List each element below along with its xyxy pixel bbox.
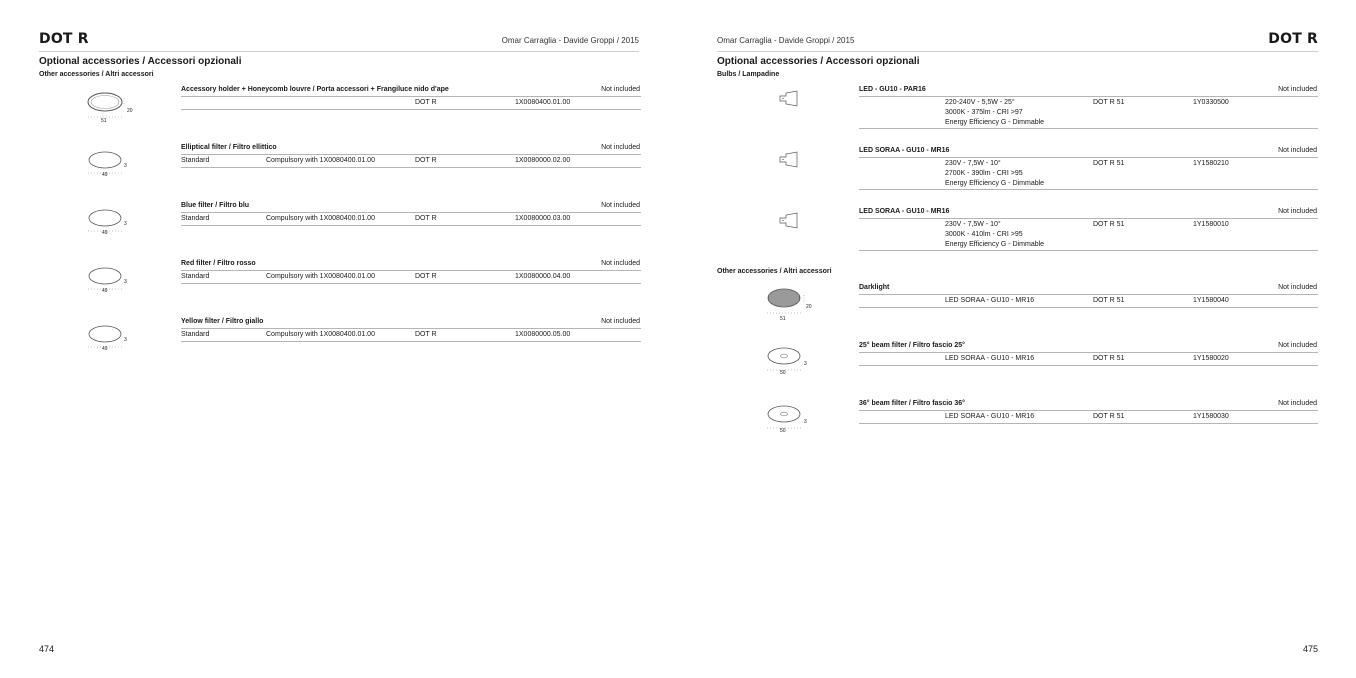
bulb-title: LED SORAA - GU10 - MR16 (859, 208, 950, 215)
dimension-height: 3 (124, 279, 127, 285)
darklight-honeycomb-icon (764, 286, 814, 320)
table-row (181, 329, 641, 342)
section-title: Optional accessories / Accessori opzionali (717, 56, 920, 67)
accessory-block (181, 144, 641, 168)
inclusion-status: Not included (601, 86, 640, 93)
table-row (181, 155, 641, 168)
dimension-width: 50 (780, 428, 786, 434)
table-row (181, 213, 641, 226)
inclusion-status: Not included (1278, 208, 1317, 215)
inclusion-status: Not included (1278, 86, 1317, 93)
bulb-specs (945, 220, 1044, 250)
code-cell: 1X0080000.04.00 (515, 273, 571, 280)
inclusion-status: Not included (1278, 284, 1317, 291)
model-cell: DOT R 51 (1093, 413, 1125, 420)
dimension-width: 49 (102, 230, 108, 236)
accessory-title: Elliptical filter / Filtro ellittico (181, 144, 277, 151)
accessory-header (859, 400, 1318, 411)
filter-disc-icon (85, 324, 135, 354)
accessory-block (181, 318, 641, 342)
model-cell: DOT R 51 (1093, 297, 1125, 304)
code-cell: 1Y1580040 (1193, 297, 1229, 304)
accessory-block (181, 260, 641, 284)
dimension-height: 3 (804, 419, 807, 425)
accessory-header (181, 260, 641, 271)
accessory-header (181, 86, 641, 97)
led-bulb-icon (778, 212, 802, 230)
table-row (859, 158, 1318, 190)
model-cell: DOT R 51 (1093, 221, 1125, 228)
table-row (859, 97, 1318, 129)
model-cell: DOT R 51 (1093, 99, 1125, 106)
spec-line: 230V - 7,5W - 10° (945, 160, 1001, 167)
accessory-block (181, 86, 641, 110)
bulb-header (859, 147, 1318, 158)
spec-line: 3000K - 410lm - CRI >95 (945, 231, 1023, 238)
spec-cell: LED SORAA - GU10 - MR16 (945, 355, 1035, 362)
spec-line: 3000K - 375lm - CRI >97 (945, 109, 1023, 116)
inclusion-status: Not included (1278, 400, 1317, 407)
spec-line: 220-240V - 5,5W - 25° (945, 99, 1015, 106)
model-cell: DOT R 51 (1093, 160, 1125, 167)
inclusion-status: Not included (601, 260, 640, 267)
inclusion-status: Not included (601, 144, 640, 151)
dimension-height: 3 (804, 361, 807, 367)
table-row (859, 411, 1318, 424)
spec-line: Energy Efficiency G - Dimmable (945, 180, 1045, 187)
bulb-title: LED - GU10 - PAR16 (859, 86, 926, 93)
right-page (678, 0, 1356, 678)
filter-disc-icon (85, 150, 135, 180)
bulb-block (859, 86, 1318, 129)
accessory-title: Darklight (859, 284, 890, 291)
accessory-title: 25° beam filter / Filtro fascio 25° (859, 342, 965, 349)
note-cell: Compulsory with 1X0080400.01.00 (266, 215, 375, 222)
dimension-width: 49 (102, 172, 108, 178)
accessory-block (859, 400, 1318, 424)
accessory-title: 36° beam filter / Filtro fascio 36° (859, 400, 965, 407)
bulb-header (859, 208, 1318, 219)
accessory-header (181, 318, 641, 329)
dimension-width: 49 (102, 288, 108, 294)
model-cell: DOT R (415, 99, 437, 106)
dimension-width: 51 (780, 316, 786, 322)
code-cell: 1Y1580010 (1193, 221, 1229, 228)
dimension-width: 49 (102, 346, 108, 352)
filter-disc-icon (85, 208, 135, 238)
other-accessories-subtitle: Other accessories / Altri accessori (717, 268, 832, 275)
accessory-header (181, 202, 641, 213)
bulb-block (859, 208, 1318, 251)
accessory-title: Red filter / Filtro rosso (181, 260, 256, 267)
spec-line: 2700K - 390lm - CRI >95 (945, 170, 1023, 177)
code-cell: 1X0080400.01.00 (515, 99, 571, 106)
filter-disc-icon (85, 266, 135, 296)
bulb-specs (945, 159, 1044, 189)
code-cell: 1Y1580030 (1193, 413, 1229, 420)
code-cell: 1Y1580020 (1193, 355, 1229, 362)
inclusion-status: Not included (1278, 342, 1317, 349)
code-cell: 1X0080000.03.00 (515, 215, 571, 222)
designers-credit: Omar Carraglia - Davide Groppi / 2015 (717, 36, 855, 45)
dimension-height: 3 (124, 221, 127, 227)
table-row (859, 295, 1318, 308)
code-cell: 1X0080000.05.00 (515, 331, 571, 338)
header-divider (717, 51, 1318, 52)
accessory-title: Accessory holder + Honeycomb louvre / Porta accessori + Frangiluce nido d'ape (181, 86, 449, 93)
led-bulb-icon (778, 151, 802, 169)
version-cell: Standard (181, 331, 210, 338)
spec-line: Energy Efficiency G - Dimmable (945, 119, 1045, 126)
version-cell: Standard (181, 215, 210, 222)
accessory-block (859, 284, 1318, 308)
dimension-height: 3 (124, 337, 127, 343)
brand-title: DOT R (1268, 31, 1318, 47)
version-cell: Standard (181, 273, 210, 280)
accessory-header (859, 284, 1318, 295)
designers-credit: Omar Carraglia - Davide Groppi / 2015 (501, 36, 639, 45)
table-row (181, 271, 641, 284)
brand-title: DOT R (39, 31, 89, 47)
model-cell: DOT R (415, 157, 437, 164)
spec-line: 230V - 7,5W - 10° (945, 221, 1001, 228)
dimension-width: 50 (780, 370, 786, 376)
page-number: 474 (39, 644, 55, 654)
model-cell: DOT R (415, 273, 437, 280)
bulbs-subtitle: Bulbs / Lampadine (717, 71, 780, 78)
table-row (859, 353, 1318, 366)
accessory-title: Yellow filter / Filtro giallo (181, 318, 264, 325)
code-cell: 1X0080000.02.00 (515, 157, 571, 164)
model-cell: DOT R (415, 215, 437, 222)
spec-cell: LED SORAA - GU10 - MR16 (945, 413, 1035, 420)
note-cell: Compulsory with 1X0080400.01.00 (266, 331, 375, 338)
page-number: 475 (1302, 644, 1318, 654)
accessory-title: Blue filter / Filtro blu (181, 202, 250, 209)
version-cell: Standard (181, 157, 210, 164)
bulb-block (859, 147, 1318, 190)
spec-line: Energy Efficiency G - Dimmable (945, 241, 1045, 248)
section-subtitle: Other accessories / Altri accessori (39, 71, 154, 78)
code-cell: 1Y1580210 (1193, 160, 1229, 167)
accessory-block (181, 202, 641, 226)
inclusion-status: Not included (601, 318, 640, 325)
dimension-height: 20 (806, 304, 812, 310)
note-cell: Compulsory with 1X0080400.01.00 (266, 157, 375, 164)
inclusion-status: Not included (1278, 147, 1317, 154)
code-cell: 1Y0330500 (1193, 99, 1229, 106)
dimension-height: 3 (124, 163, 127, 169)
accessory-header (859, 342, 1318, 353)
accessory-header (181, 144, 641, 155)
inclusion-status: Not included (601, 202, 640, 209)
section-title: Optional accessories / Accessori opzionali (39, 56, 242, 67)
bulb-specs (945, 98, 1044, 128)
table-row (181, 97, 641, 110)
header-divider (39, 51, 639, 52)
table-row (859, 219, 1318, 251)
note-cell: Compulsory with 1X0080400.01.00 (266, 273, 375, 280)
accessory-block (859, 342, 1318, 366)
spec-cell: LED SORAA - GU10 - MR16 (945, 297, 1035, 304)
dimension-width: 51 (101, 118, 107, 124)
led-bulb-icon (778, 90, 802, 108)
model-cell: DOT R (415, 331, 437, 338)
bulb-title: LED SORAA - GU10 - MR16 (859, 147, 950, 154)
dimension-height: 20 (127, 108, 133, 114)
bulb-header (859, 86, 1318, 97)
model-cell: DOT R 51 (1093, 355, 1125, 362)
